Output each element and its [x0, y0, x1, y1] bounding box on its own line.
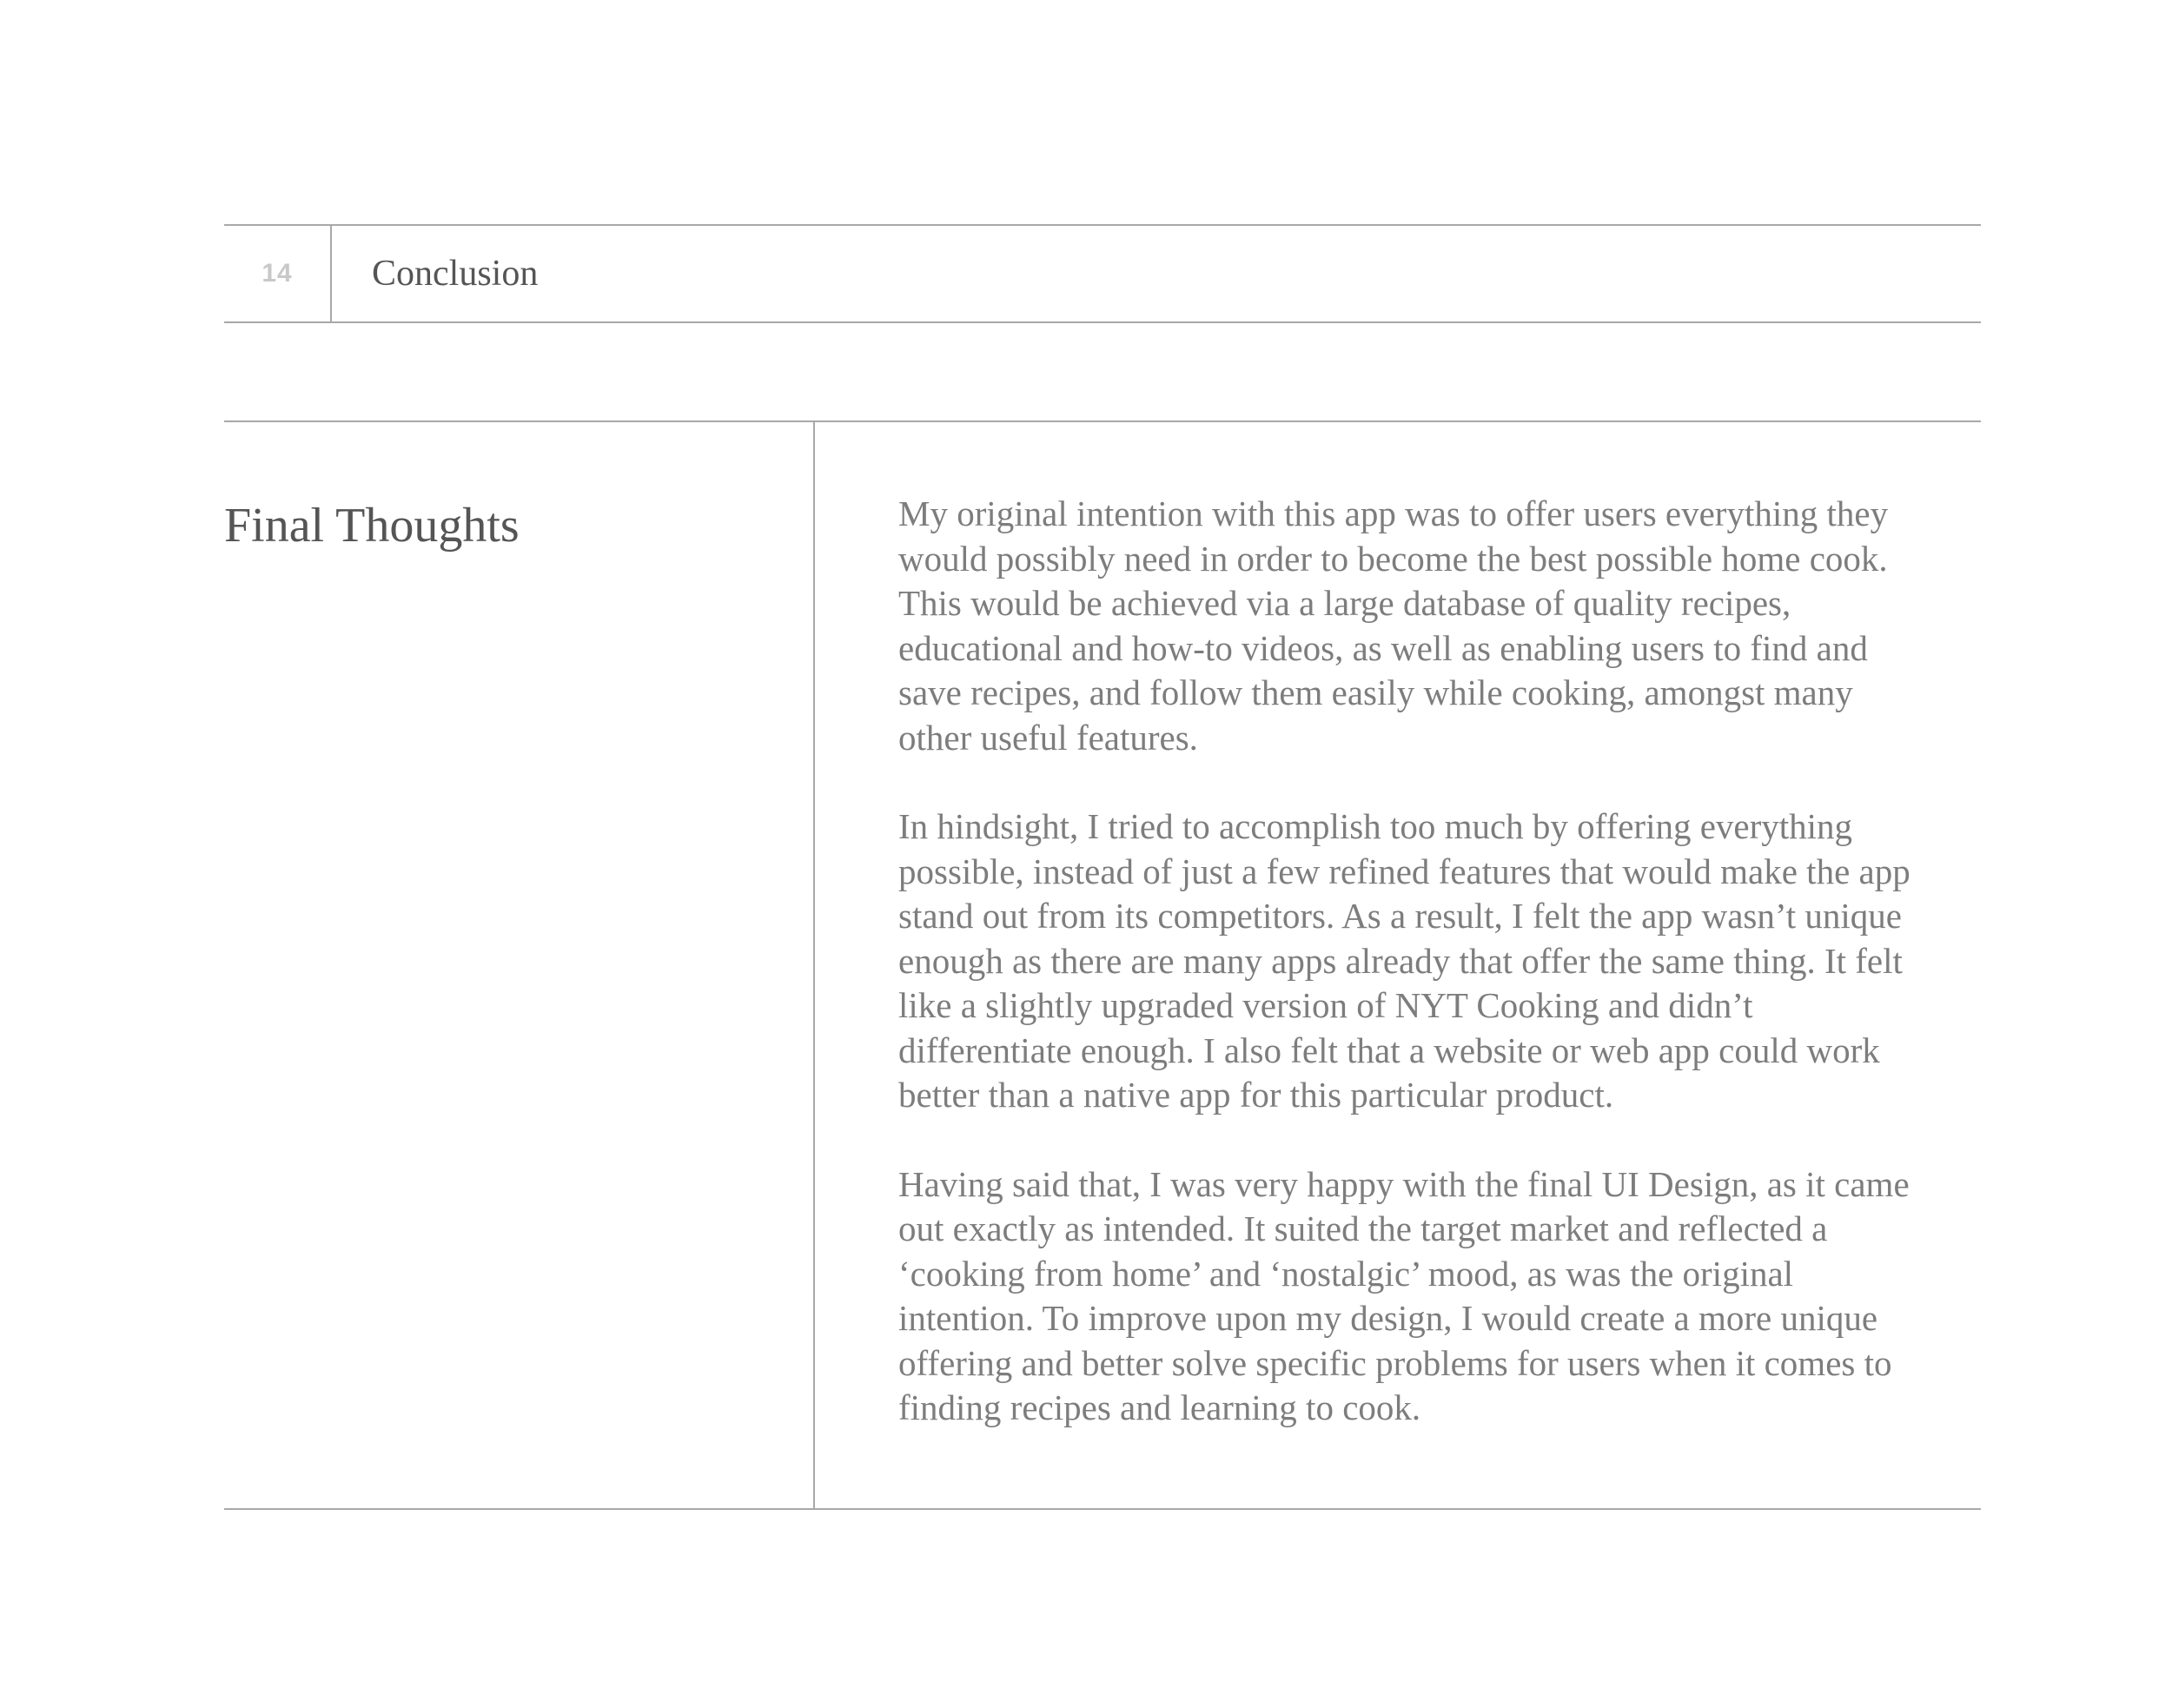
- column-divider: [813, 422, 815, 1508]
- section-header: [224, 224, 1981, 323]
- paragraph-outcome: Having said that, I was very happy with the final UI Design, as it came out exactly as intended. It suited the target market and reflected a ‘cooking from home’ and ‘nostalgic’ mood, as was the original intention. To improve upon my design, I would create a more unique offering and better solve specific problems for users when it comes to finding recipes and learning to cook.: [898, 1163, 1910, 1427]
- paragraph-intention: My original intention with this app was to offer users everything they would possibly need in order to become the best possible home cook. This would be achieved via a large database of quality recipes, educational and how-to videos, as well as enabling users to find and save recipes, and follow them easily while cooking, amongst many other useful features.: [898, 493, 1889, 758]
- paragraph-hindsight: In hindsight, I tried to accomplish too much by offering everything possible, instead of just a few refined features that would make the app stand out from its competitors. As a result, I felt the app wasn’t unique enough as there are many apps already that offer the same thing. It felt like a slightly upgraded version of NYT Cooking and didn’t differentiate enough. I also felt that a website or web app could work better than a native app for this particular product.: [898, 806, 1910, 1115]
- body-text: [898, 492, 1932, 1475]
- page-heading: Final Thoughts: [224, 499, 520, 553]
- content-section: [224, 420, 1981, 1510]
- page-number: 14: [224, 226, 332, 321]
- section-title: Conclusion: [372, 254, 539, 294]
